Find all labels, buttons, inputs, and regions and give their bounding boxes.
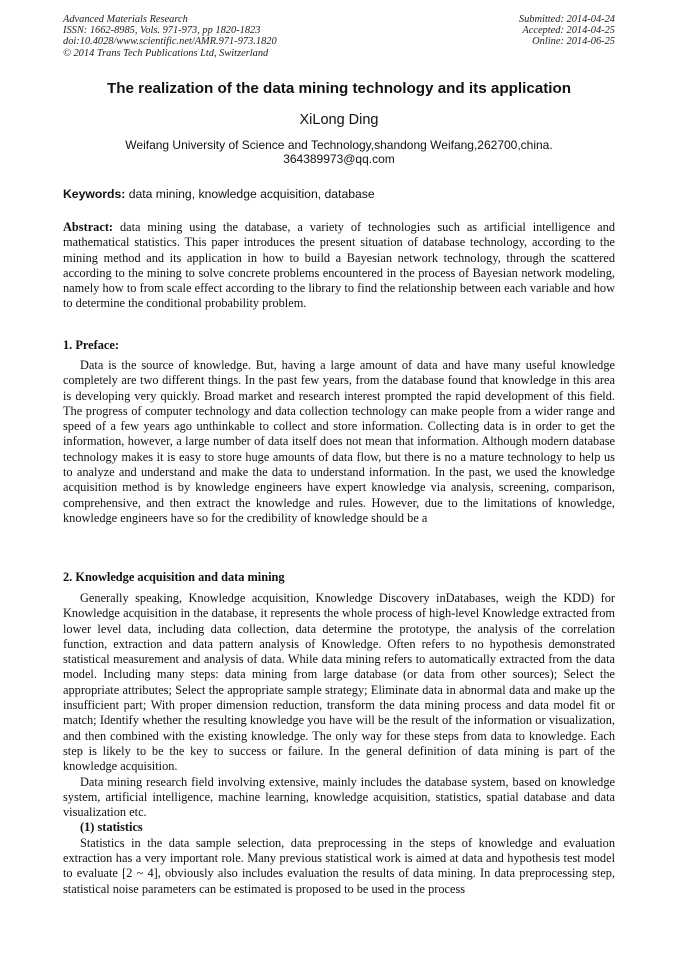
affiliation-text: Weifang University of Science and Technology,shandong Weifang,262700,china.	[125, 138, 553, 152]
abstract-text: data mining using the database, a variety of technologies such as artificial intelligence and mathematical statistics. This paper introduces the present situation of database technology, according to the mining method and its application in how to build a Bayesian network technology, through the scattered according to the mining to solve concrete problems encountered in the process of Bayesian network modeling, namely how to from scale effect according to the library to find the relationship between each variable and how to determine the conditional probability problem.	[63, 220, 615, 311]
author-name: XiLong Ding	[299, 112, 379, 128]
section-1-body	[63, 358, 615, 526]
section-1-paragraph: Data is the source of knowledge. But, having a large amount of data and have many useful knowledge completely are two different things. In the past few years, from the database found that knowledge in this area is developing very quickly. Broad market and research interest prompted the rapid development of this field. The progress of computer technology and data collection technology can make people from a wider range and speed of a few years ago unthinkable to collect and store information. Collecting data is in order to get the information, however, a large number of data itself does not mean that information. Although modern database technology makes it is easy to store huge amounts of data flow, but there is no a mature technology to help us to analyze and understand and make the data to understand information. In the past, we used the knowledge acquisition method is by knowledge engineers have expert knowledge via analysis, screening, comparison, comprehensive, and then extract the knowledge and rules. However, due to the limitations of knowledge, knowledge engineers have so for the credibility of knowledge should be a	[63, 358, 615, 525]
journal-issn: ISSN: 1662-8985, Vols. 971-973, pp 1820-1823	[63, 25, 261, 37]
section-2-heading: 2. Knowledge acquisition and data mining	[63, 570, 285, 584]
journal-name: Advanced Materials Research	[63, 14, 188, 25]
subsection-statistics-heading: (1) statistics	[80, 820, 143, 835]
keywords-text: data mining, knowledge acquisition, database	[125, 187, 375, 201]
journal-copyright: © 2014 Trans Tech Publications Ltd, Switzerland	[63, 47, 269, 59]
section-2-paragraph-3: Statistics in the data sample selection, data preprocessing in the steps of knowledge and evaluation extraction has a very important role. Many previous statistical work is aimed at data and hypothesis test model to evaluate [2 ~ 4], obviously also includes evaluation the results of data mining. In data preprocessing step, statistical noise parameters can be estimated is proposed to be used in the process	[63, 835, 615, 896]
affiliation	[40, 138, 638, 166]
keywords-label: Keywords:	[63, 187, 126, 201]
date-online: Online: 2014-06-25	[532, 36, 615, 48]
section-1-heading: 1. Preface:	[63, 338, 119, 352]
section-2-paragraph-2: Data mining research field involving extensive, mainly includes the database system, based on knowledge system, artificial intelligence, machine learning, knowledge acquisition, statistics, spatial database and data visualization etc.	[63, 774, 615, 820]
date-submitted: Submitted: 2014-04-24	[518, 14, 615, 25]
publication-dates	[519, 14, 615, 48]
keywords-line	[63, 187, 615, 201]
journal-info	[63, 14, 277, 59]
paper-title: The realization of the data mining technology and its application	[106, 80, 572, 97]
abstract	[63, 220, 615, 312]
journal-doi: doi:10.4028/www.scientific.net/AMR.971-973.1820	[63, 36, 277, 48]
author-email: 364389973@qq.com	[283, 152, 395, 166]
section-2-paragraph-1: Generally speaking, Knowledge acquisition, Knowledge Discovery inDatabases, weigh the KDD) for Knowledge acquisition in the database, it represents the whole process of high-level Knowledge extracted from lower level data, including data collection, data determine the prototype, the analysis of the correlation function, extraction and data pattern analysis of Knowledge. Often refers to no hypothesis demonstrated statistical measurement and analysis of data. While data mining refers to automatically extracted from the data model. Including many steps: data mining from large database (or data from other sources); Select the appropriate attributes; Select the appropriate sample strategy; Eliminate data in abnormal data and make up the insufficient part; With proper dimension reduction, transform the data mining process and data model fit or match; Identify whether the resulting knowledge you have will be the result of the information or visualization, and then combined with the existing knowledge. The only way for these steps from data to knowledge. Each step is likely to be the key to success or failure. In the general definition of data mining is part of the knowledge acquisition.	[63, 591, 615, 774]
section-2-body	[63, 591, 615, 897]
date-accepted: Accepted: 2014-04-25	[522, 25, 615, 37]
abstract-label: Abstract:	[63, 220, 114, 234]
